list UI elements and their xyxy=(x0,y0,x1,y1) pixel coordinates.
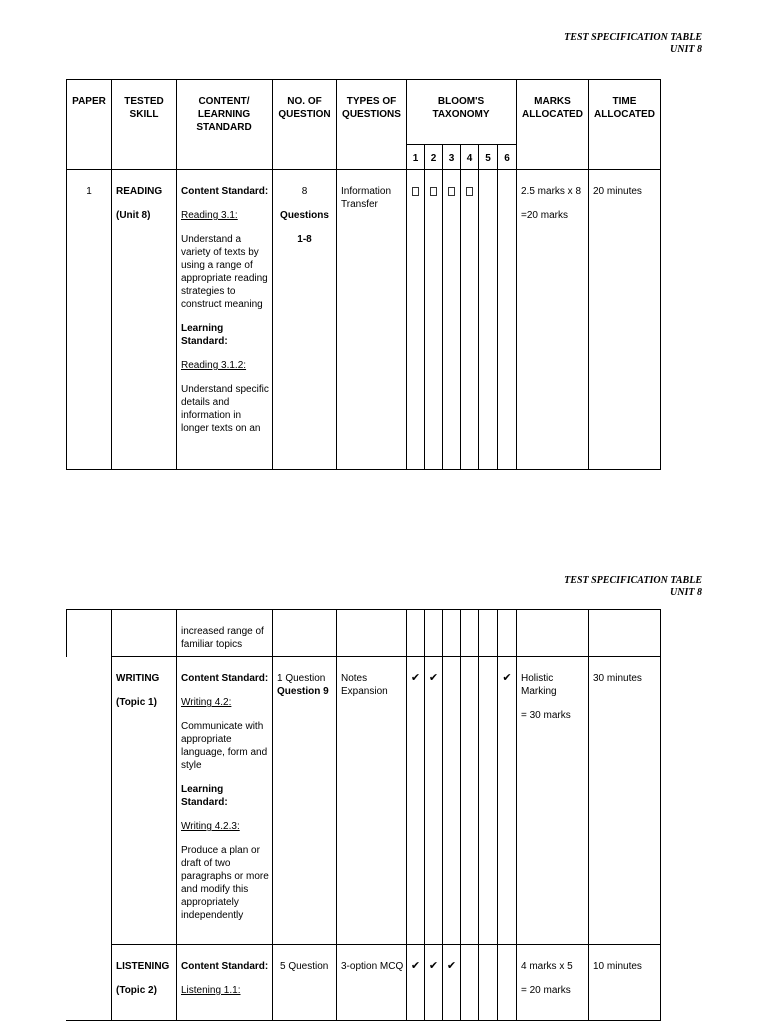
listening-question-type: 3-option MCQ xyxy=(341,961,404,972)
reading-blooms-2 xyxy=(425,187,442,200)
reading-marks xyxy=(521,185,587,222)
writing-blooms-6: ✔ xyxy=(502,672,512,684)
blooms-level-6: 6 xyxy=(504,153,510,164)
writing-skill-name: WRITING xyxy=(116,673,160,684)
writing-skill-sub: (Topic 1) xyxy=(116,697,157,708)
reading-content-standard xyxy=(181,185,269,435)
reading-paper-number: 1 xyxy=(86,186,92,197)
col-content-standard-header: CONTENT/ LEARNING STANDARD xyxy=(196,96,252,133)
reading-learning-code: Reading 3.1.2: xyxy=(181,360,247,371)
reading-content-text: Understand a variety of texts by using a range of appropriate reading strategies to construct meaning xyxy=(181,234,268,310)
writing-skill xyxy=(116,672,174,709)
listening-content-label: Content Standard: xyxy=(181,961,269,972)
listening-marks xyxy=(521,960,587,997)
blooms-level-4: 4 xyxy=(466,153,473,164)
writing-question-type: Notes Expansion xyxy=(341,673,388,697)
reading-blooms-4 xyxy=(461,187,478,200)
listening-marks-line2: = 20 marks xyxy=(521,985,571,996)
page1-header xyxy=(564,32,702,56)
col-paper-header: PAPER xyxy=(72,96,106,107)
writing-learning-code: Writing 4.2.3: xyxy=(181,821,240,832)
blooms-level-5: 5 xyxy=(485,153,491,164)
writing-content-label: Content Standard: xyxy=(181,673,269,684)
reading-questions-range: 1-8 xyxy=(297,234,312,245)
reading-questions-label: Questions xyxy=(280,210,329,221)
page2-header-unit: UNIT 8 xyxy=(670,587,702,598)
reading-question-type: Information Transfer xyxy=(341,186,392,210)
reading-time: 20 minutes xyxy=(593,186,642,197)
listening-skill-sub: (Topic 2) xyxy=(116,985,157,996)
reading-skill xyxy=(116,185,174,222)
col-time-header: TIME ALLOCATED xyxy=(594,96,655,120)
reading-content-code: Reading 3.1: xyxy=(181,210,238,221)
writing-blooms-2: ✔ xyxy=(428,672,439,684)
reading-marks-line2: =20 marks xyxy=(521,210,568,221)
reading-skill-name: READING xyxy=(116,186,163,197)
writing-content-standard xyxy=(181,672,269,922)
reading-content-label: Content Standard: xyxy=(181,186,269,197)
listening-skill-name: LISTENING xyxy=(116,961,170,972)
listening-skill xyxy=(116,960,174,997)
listening-content-code: Listening 1.1: xyxy=(181,985,241,996)
col-tested-skill-header: TESTED SKILL xyxy=(124,96,164,120)
writing-content-code: Writing 4.2: xyxy=(181,697,232,708)
listening-blooms-3: ✔ xyxy=(446,960,457,972)
reading-blooms-1 xyxy=(407,187,424,200)
blooms-level-2: 2 xyxy=(430,153,437,164)
reading-learning-text: Understand specific details and information in longer texts on an xyxy=(181,384,269,434)
col-marks-header: MARKS ALLOCATED xyxy=(522,96,583,120)
listening-content-standard xyxy=(181,960,269,997)
writing-time: 30 minutes xyxy=(593,673,642,684)
listening-marks-line1: 4 marks x 5 xyxy=(521,961,573,972)
listening-blooms-1: ✔ xyxy=(410,960,421,972)
reading-learning-label: Learning Standard: xyxy=(181,323,228,347)
page2-header xyxy=(564,575,702,599)
page1-header-title: TEST SPECIFICATION TABLE xyxy=(564,32,702,43)
writing-count-line1: 1 Question xyxy=(277,673,326,684)
writing-question-count xyxy=(277,672,335,698)
blooms-level-3: 3 xyxy=(448,153,455,164)
writing-content-text: Communicate with appropriate language, form and style xyxy=(181,721,268,771)
writing-learning-text: Produce a plan or draft of two paragraphs or more and modify this appropriately independently xyxy=(181,845,269,921)
writing-learning-label: Learning Standard: xyxy=(181,784,228,808)
writing-count-line2: Question 9 xyxy=(277,686,329,697)
listening-blooms-2: ✔ xyxy=(428,960,439,972)
reading-continuation-text: increased range of familiar topics xyxy=(181,626,264,650)
listening-question-count: 5 Question xyxy=(280,961,329,972)
page2-header-title: TEST SPECIFICATION TABLE xyxy=(564,575,702,586)
writing-marks-line1: Holistic Marking xyxy=(521,673,557,697)
col-no-of-question-header: NO. OF QUESTION xyxy=(278,96,331,120)
col-blooms-header: BLOOM'S TAXONOMY xyxy=(432,96,490,120)
col-types-of-questions-header: TYPES OF QUESTIONS xyxy=(342,96,401,120)
writing-blooms-1: ✔ xyxy=(410,672,421,684)
reading-skill-sub: (Unit 8) xyxy=(116,210,151,221)
blooms-level-1: 1 xyxy=(412,153,419,164)
listening-time: 10 minutes xyxy=(593,961,642,972)
reading-marks-line1: 2.5 marks x 8 xyxy=(521,186,582,197)
page1-header-unit: UNIT 8 xyxy=(670,44,702,55)
reading-question-count xyxy=(273,185,336,246)
reading-count: 8 xyxy=(301,186,308,197)
reading-blooms-3 xyxy=(443,187,460,200)
writing-marks xyxy=(521,672,587,722)
writing-marks-line2: = 30 marks xyxy=(521,710,571,721)
